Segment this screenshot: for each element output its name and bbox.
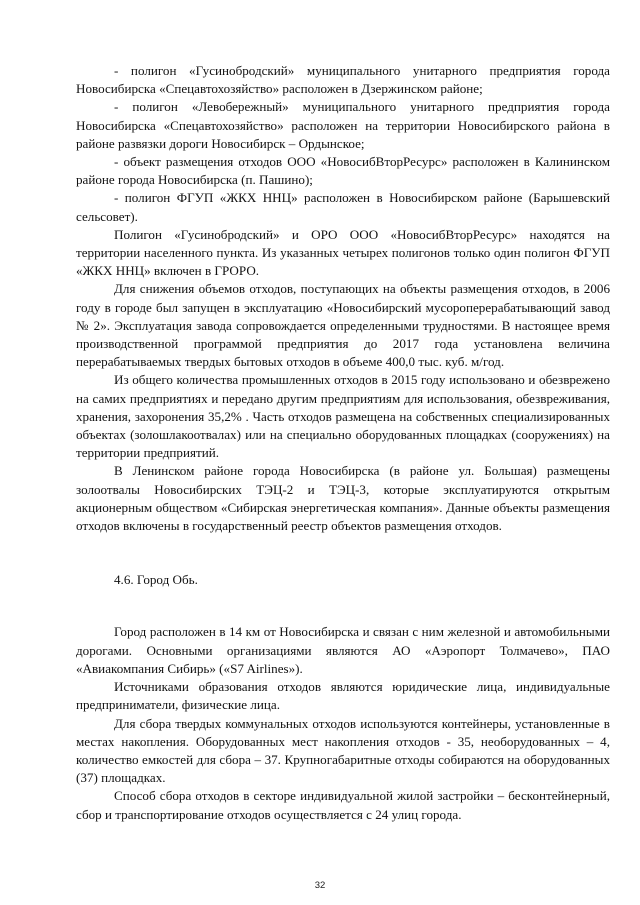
paragraph-containers: Для сбора твердых коммунальных отходов используются контейнеры, установленные в местах накопления. Оборудованных мест накопления отходов - 35, необорудованных – 4, количество емкостей для сбора – 37. Крупногабаритные отходы собираются на оборудованных (37) площадках.: [76, 715, 610, 786]
list-item-gusinobrodsky: - полигон «Гусинобродский» муниципального унитарного предприятия города Новосибирска «Спецавтохозяйство» расположен в Дзержинском районе;: [76, 63, 610, 97]
paragraph-ash-dumps: В Ленинском районе города Новосибирска (в районе ул. Большая) размещены золоотвалы Новосибирских ТЭЦ-2 и ТЭЦ-3, которые эксплуатируются открытым акционерным обществом «Сибирская энергетическая компания». Данные объекты размещения отходов включены в государственный реестр объектов размещения отходов.: [76, 463, 610, 534]
page-body: [76, 62, 610, 824]
paragraph-collection-method: Способ сбора отходов в секторе индивидуальной жилой застройки – бесконтейнерный, сбор и транспортирование отходов осуществляется с 24 улиц города.: [76, 788, 610, 822]
paragraph-waste-sources: Источниками образования отходов являются юридические лица, индивидуальные предприниматели, физические лица.: [76, 679, 610, 713]
paragraph-processing-plant: Для снижения объемов отходов, поступающих на объекты размещения отходов, в 2006 году в городе был запущен в эксплуатацию «Новосибирский мусороперерабатывающий завод № 2». Эксплуатация завода сопровождается определенными трудностями. В настоящее время производственной программой предприятия до 2017 года установлена величина перерабатываемых твердых бытовых отходов в объеме 400,0 тыс. куб. м/год.: [76, 281, 610, 370]
paragraph-landfill-location: Полигон «Гусинобродский» и ОРО ООО «НовосибВторРесурс» находятся на территории населенного пункта. Из указанных четырех полигонов только один полигон ФГУП «ЖКХ ННЦ» включен в ГРОРО.: [76, 226, 610, 279]
page-number: 32: [314, 880, 326, 891]
list-item-novosibvtorresurs: - объект размещения отходов ООО «НовосибВторРесурс» расположен в Калининском районе города Новосибирска (п. Пашино);: [76, 154, 610, 188]
list-item-zhkh-nnc: - полигон ФГУП «ЖКХ ННЦ» расположен в Новосибирском районе (Барышевский сельсовет).: [76, 190, 610, 224]
section-heading: 4.6. Город Обь.: [114, 572, 198, 588]
paragraph-city-ob-intro: Город расположен в 14 км от Новосибирска и связан с ним железной и автомобильными дорогами. Основными организациями являются АО «Аэропорт Толмачево», ПАО «Авиакомпания Сибирь» («S7 Airlines»).: [76, 624, 610, 676]
paragraph-industrial-waste: Из общего количества промышленных отходов в 2015 году использовано и обезврежено на самих предприятиях и передано другим предприятиям для использования, обезвреживания, хранения, захоронения 35,2% . Часть отходов размещена на собственных специализированных объектах (золошлакоотвалах) или на специально оборудованных площадках (сооружениях) на территории предприятий.: [76, 372, 610, 461]
list-item-levoberezhny: - полигон «Левобережный» муниципального унитарного предприятия города Новосибирска «Спецавтохозяйство» расположен на территории Новосибирского района в районе развязки дороги Новосибирск – Ордынское;: [76, 99, 610, 151]
